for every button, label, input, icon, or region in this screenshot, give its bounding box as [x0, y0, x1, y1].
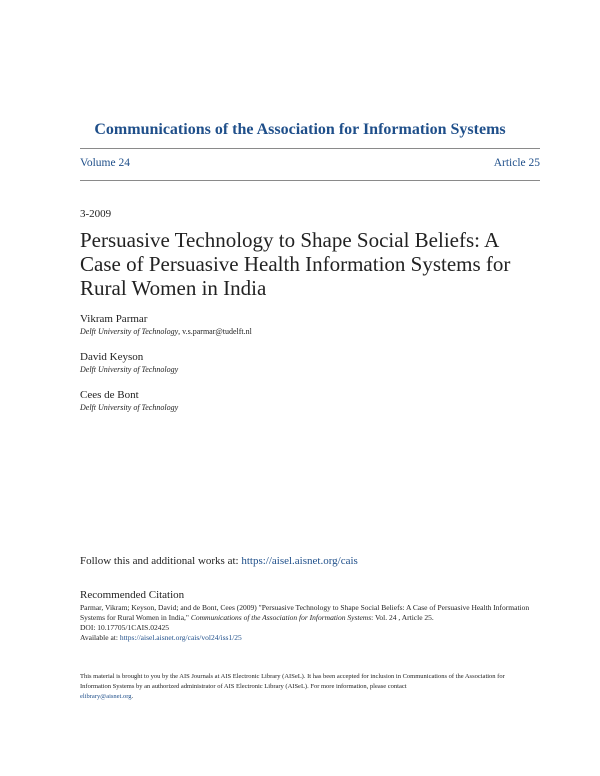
- follow-link[interactable]: https://aisel.aisnet.org/cais: [241, 555, 358, 567]
- author-3: [80, 389, 178, 412]
- author-affiliation: Delft University of Technology: [80, 403, 179, 412]
- contact-email-link[interactable]: elibrary@aisnet.org: [80, 693, 132, 700]
- volume-link[interactable]: Volume 24: [80, 157, 130, 169]
- author-1: [80, 313, 252, 336]
- available-link[interactable]: https://aisel.aisnet.org/cais/vol24/iss1/25: [119, 633, 242, 642]
- follow-works: [80, 555, 358, 567]
- citation-part2: : Vol. 24 , Article 25.: [371, 613, 434, 622]
- paper-title: Persuasive Technology to Shape Social Beliefs: A Case of Persuasive Health Information Systems for Rural Women in India: [80, 228, 511, 300]
- author-name: Cees de Bont: [80, 389, 139, 401]
- recommended-citation-heading: Recommended Citation: [80, 589, 185, 601]
- citation-text: [80, 603, 530, 643]
- author-name: David Keyson: [80, 351, 144, 363]
- author-name: Vikram Parmar: [80, 313, 148, 325]
- divider-top: [80, 148, 540, 149]
- author-affiliation: Delft University of Technology: [80, 365, 179, 374]
- follow-text: Follow this and additional works at:: [80, 555, 242, 567]
- citation-journal: Communications of the Association for Information Systems: [190, 613, 372, 622]
- publication-date: 3-2009: [80, 208, 112, 220]
- author-2: [80, 351, 178, 374]
- citation-part1: Parmar, Vikram; Keyson, David; and de Bont, Cees (2009) "Persuasive Technology to Shape Social Beliefs: A Case of Persuasive Health Information Systems for Rural Women in India,": [80, 603, 530, 622]
- notice-text: This material is brought to you by the AIS Journals at AIS Electronic Library (AISeL). It has been accepted for inclusion in Communications of the Association for Information Systems by an authorized administrator of AIS Electronic Library (AISeL). For more information, please contact: [80, 673, 505, 690]
- notice-end: .: [131, 693, 134, 700]
- library-notice: [80, 672, 530, 702]
- article-link[interactable]: Article 25: [493, 157, 540, 169]
- divider-bottom: [80, 180, 540, 181]
- author-email: , v.s.parmar@tudelft.nl: [178, 327, 252, 336]
- journal-title[interactable]: Communications of the Association for Information Systems: [94, 121, 506, 138]
- author-affiliation: Delft University of Technology, v.s.parmar@tudelft.nl: [80, 327, 252, 336]
- citation-doi: DOI: 10.17705/1CAIS.02425: [80, 623, 169, 632]
- available-label: Available at:: [80, 633, 120, 642]
